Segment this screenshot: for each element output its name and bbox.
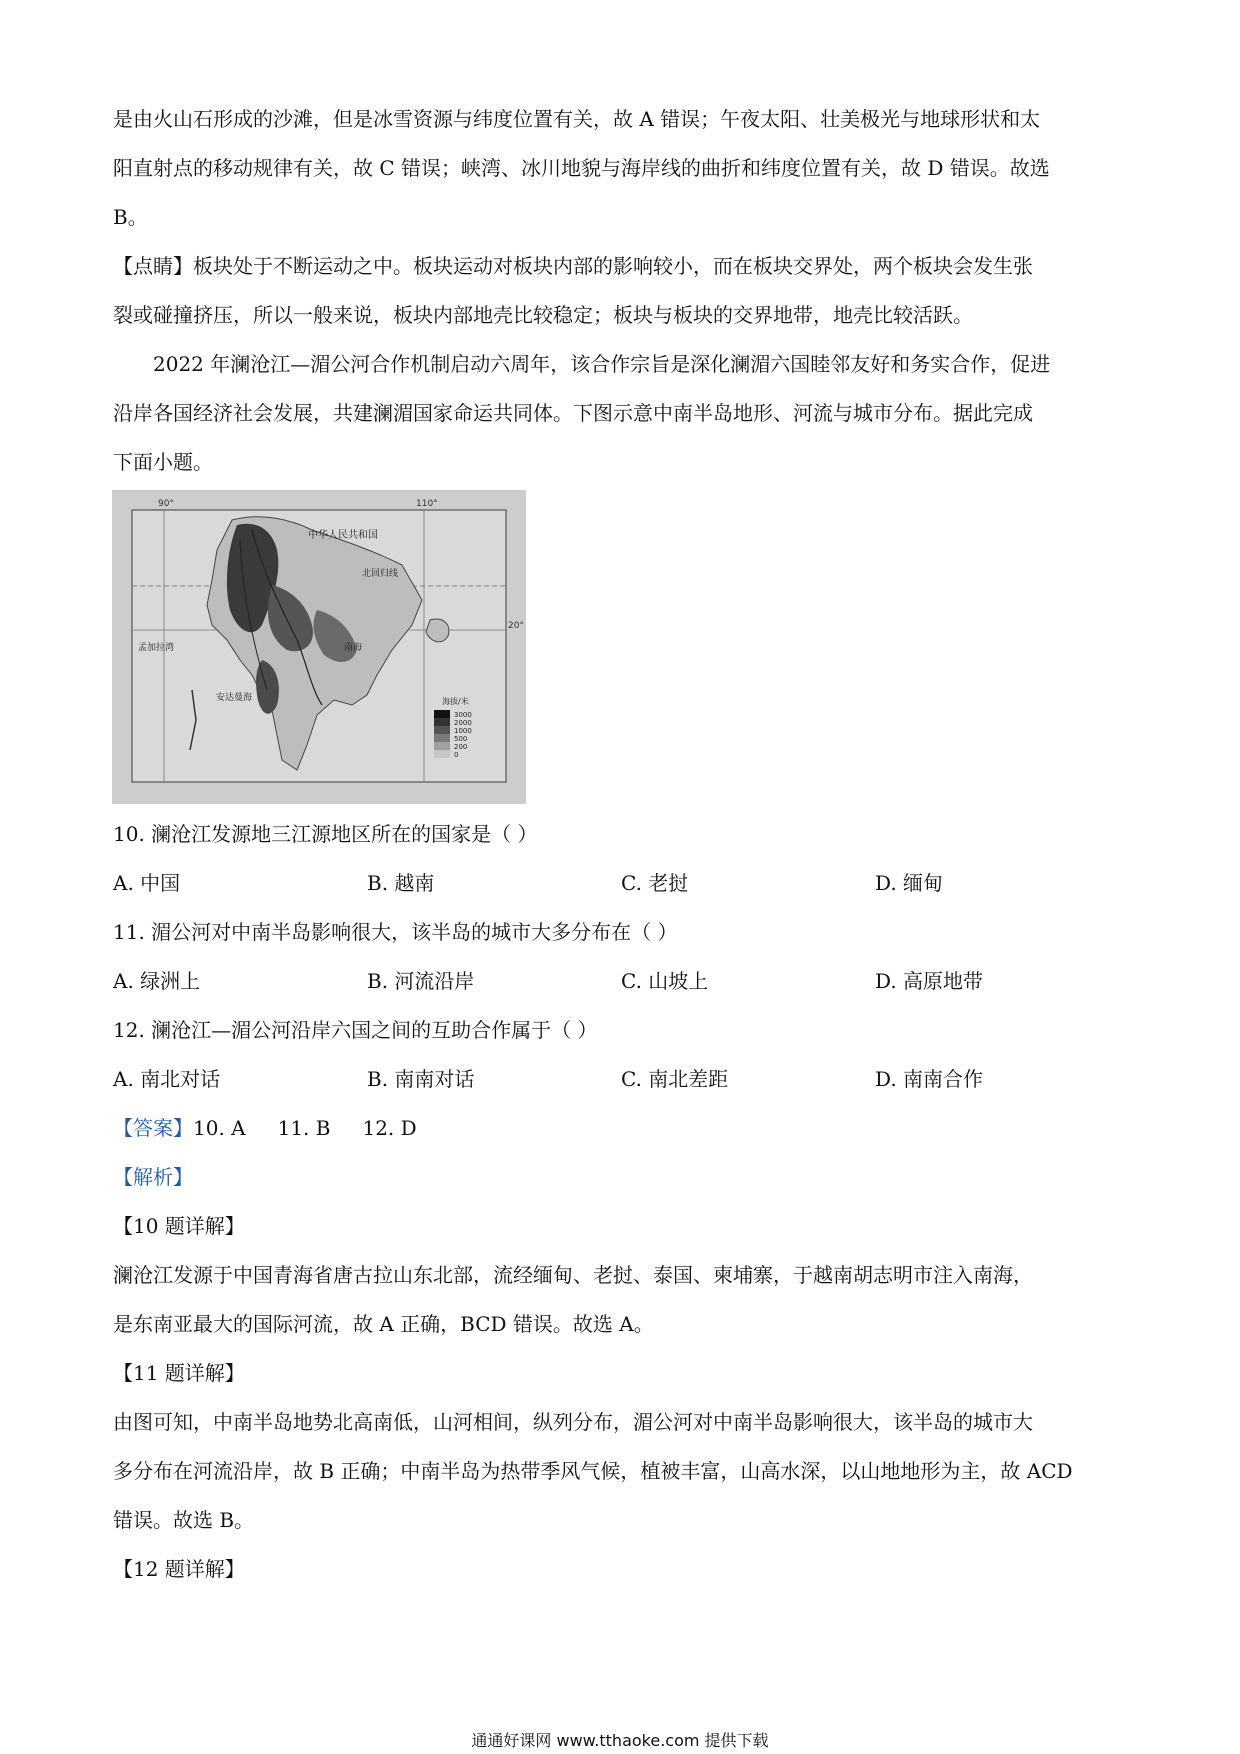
tip-paragraph	[113, 242, 1128, 340]
answer-line	[113, 1104, 417, 1153]
question-11-stem	[113, 908, 1128, 957]
answer-item: 12. D	[362, 1116, 417, 1140]
text-line: 裂或碰撞挤压，所以一般来说，板块内部地壳比较稳定；板块与板块的交界地带，地壳比较活跃。	[113, 303, 973, 327]
answer-item: 10. A	[193, 1116, 246, 1140]
answer-tag: 【答案】	[113, 1116, 193, 1140]
question-stem: 10. 澜沧江发源地三江源地区所在的国家是（ ）	[113, 822, 538, 846]
legend-value: 500	[454, 735, 468, 743]
analysis-tag: 【解析】	[113, 1165, 193, 1189]
option-c[interactable]: C. 山坡上	[621, 969, 709, 993]
legend-value: 200	[454, 743, 468, 751]
question-10-options	[113, 859, 1128, 908]
sea-label: 南海	[344, 643, 363, 653]
q10-heading: 【10 题详解】	[113, 1214, 245, 1238]
answer-item: 11. B	[277, 1116, 331, 1140]
text-line	[113, 242, 1128, 291]
question-stem: 12. 澜沧江—湄公河沿岸六国之间的互助合作属于（ ）	[113, 1018, 598, 1042]
text-line: 阳直射点的移动规律有关，故 C 错误；峡湾、冰川地貌与海岸线的曲折和纬度位置有关，故 D 错误。故选	[113, 156, 1050, 180]
question-stem: 11. 湄公河对中南半岛影响很大，该半岛的城市大多分布在（ ）	[113, 920, 678, 944]
option-c[interactable]: C. 南北差距	[621, 1067, 729, 1091]
option-b[interactable]: B. 越南	[367, 871, 435, 895]
lon-label-right: 110°	[416, 499, 438, 509]
legend-value: 3000	[454, 711, 472, 719]
tip-text: 板块处于不断运动之中。板块运动对板块内部的影响较小，而在板块交界处，两个板块会发生张	[193, 254, 1033, 278]
map-svg	[112, 490, 526, 804]
option-d[interactable]: D. 缅甸	[875, 871, 944, 895]
option-a[interactable]: A. 南北对话	[113, 1067, 221, 1091]
question-12-stem	[113, 1006, 1128, 1055]
text-line: B。	[113, 205, 148, 229]
text-line: 由图可知，中南半岛地势北高南低，山河相间，纵列分布，湄公河对中南半岛影响很大，该半岛的城市大	[113, 1410, 1033, 1434]
indochina-terrain-map	[112, 490, 526, 804]
top-paragraph	[113, 95, 1128, 242]
ocean-label: 安达曼海	[216, 693, 253, 703]
question-10-stem	[113, 810, 1128, 859]
legend-value: 0	[454, 751, 459, 759]
bay-label: 孟加拉湾	[138, 643, 175, 653]
text-line: 是由火山石形成的沙滩，但是冰雪资源与纬度位置有关，故 A 错误；午夜太阳、壮美极光与地球形状和太	[113, 107, 1041, 131]
text-line: 错误。故选 B。	[113, 1508, 255, 1532]
tip-tag: 【点睛】	[113, 254, 193, 278]
question-12-options	[113, 1055, 1128, 1104]
text-line: 沿岸各国经济社会发展，共建澜湄国家命运共同体。下图示意中南半岛地形、河流与城市分布。据此完成	[113, 401, 1033, 425]
page-footer: 通通好课网 www.tthaoke.com 提供下载	[471, 1731, 769, 1750]
text-line: 下面小题。	[113, 450, 213, 474]
country-label: 中华人民共和国	[308, 530, 378, 541]
option-d[interactable]: D. 南南合作	[875, 1067, 984, 1091]
legend-value: 1000	[454, 727, 472, 735]
text-line: 澜沧江发源于中国青海省唐古拉山东北部，流经缅甸、老挝、泰国、柬埔寨，于越南胡志明市注入南海，	[113, 1263, 1033, 1287]
option-b[interactable]: B. 南南对话	[367, 1067, 475, 1091]
legend-value: 2000	[454, 719, 472, 727]
analysis-section	[113, 1153, 1128, 1594]
text-line: 是东南亚最大的国际河流，故 A 正确，BCD 错误。故选 A。	[113, 1312, 654, 1336]
option-d[interactable]: D. 高原地带	[875, 969, 984, 993]
question-11-options	[113, 957, 1128, 1006]
q11-heading: 【11 题详解】	[113, 1361, 245, 1385]
option-a[interactable]: A. 绿洲上	[113, 969, 201, 993]
option-c[interactable]: C. 老挝	[621, 871, 689, 895]
text-line: 多分布在河流沿岸，故 B 正确；中南半岛为热带季风气候，植被丰富，山高水深，以山地地形为主，故 ACD	[113, 1459, 1073, 1483]
text-line: 2022 年澜沧江—湄公河合作机制启动六周年，该合作宗旨是深化澜湄六国睦邻友好和务实合作，促进	[153, 352, 1051, 376]
tropic-label: 北回归线	[362, 569, 399, 579]
q12-heading: 【12 题详解】	[113, 1557, 245, 1581]
intro-paragraph	[113, 340, 1128, 487]
option-a[interactable]: A. 中国	[113, 871, 181, 895]
legend-title: 海拔/米	[442, 697, 469, 706]
option-b[interactable]: B. 河流沿岸	[367, 969, 475, 993]
lat-label: 20°	[508, 621, 524, 631]
lon-label-left: 90°	[158, 499, 174, 509]
